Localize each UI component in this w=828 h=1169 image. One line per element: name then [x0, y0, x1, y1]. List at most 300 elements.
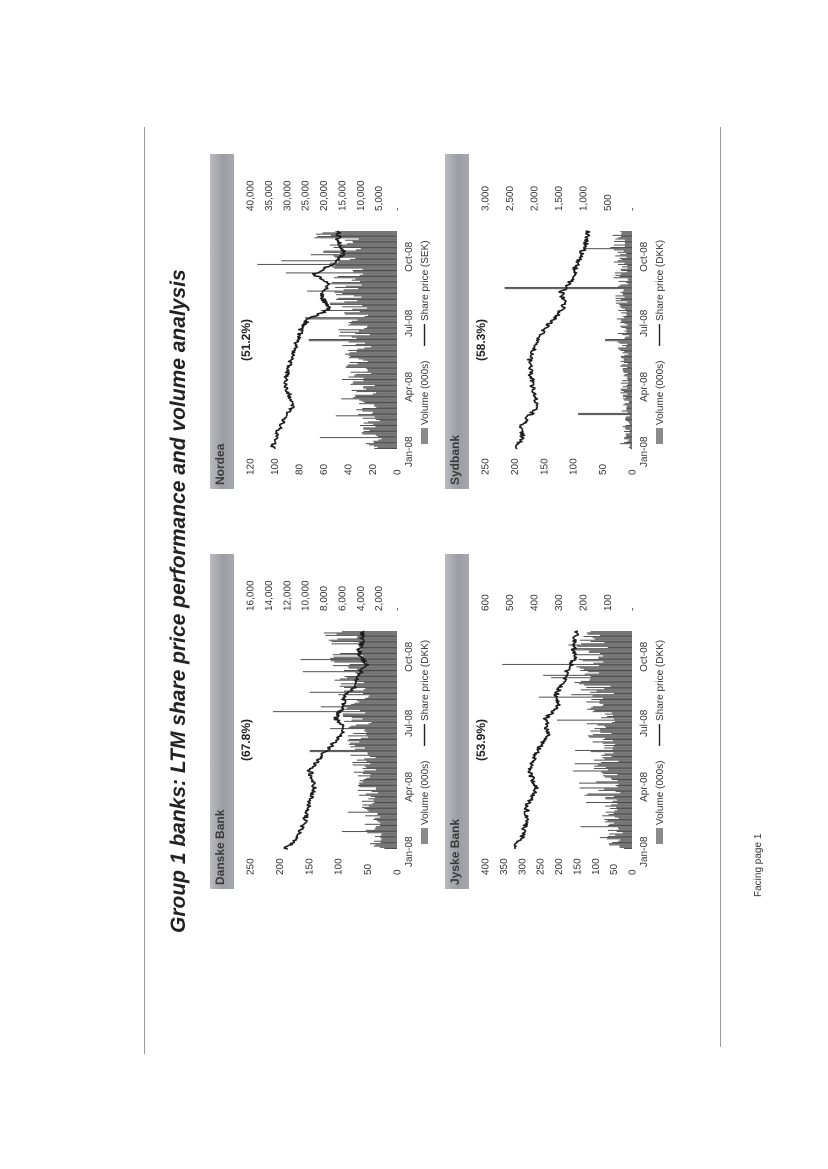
volume-bar — [622, 410, 632, 411]
volume-bar — [614, 796, 632, 797]
volume-bar — [591, 699, 632, 700]
volume-bar — [620, 443, 632, 444]
volume-bar — [351, 726, 397, 727]
right-axis-tick-label: 8,000 — [319, 585, 330, 611]
volume-bar — [370, 774, 397, 775]
volume-bar — [626, 397, 632, 398]
volume-bar — [578, 413, 632, 414]
performance-label: (53.9%) — [474, 718, 488, 762]
volume-bar — [315, 237, 397, 238]
volume-bar — [628, 283, 632, 284]
volume-bar — [373, 412, 397, 413]
volume-bar — [357, 320, 397, 321]
volume-bar — [627, 332, 632, 333]
volume-bar — [616, 300, 632, 301]
volume-bar — [359, 701, 397, 702]
volume-bar — [618, 252, 632, 253]
volume-bar — [364, 348, 397, 349]
volume-bar — [605, 745, 632, 746]
volume-bar — [625, 243, 632, 244]
volume-bar — [627, 441, 632, 442]
volume-bar — [353, 762, 397, 763]
volume-bar — [378, 447, 397, 448]
volume-bar — [381, 840, 397, 841]
volume-bar — [348, 325, 397, 326]
volume-bar — [359, 784, 397, 785]
volume-bar — [630, 430, 632, 431]
volume-bar — [377, 820, 397, 821]
volume-bar — [627, 257, 632, 258]
volume-bar — [624, 263, 632, 264]
volume-bar — [370, 756, 397, 757]
volume-bar — [363, 418, 397, 419]
volume-bar — [621, 234, 632, 235]
volume-bar — [612, 756, 632, 757]
volume-bar — [627, 265, 632, 266]
volume-bar — [357, 685, 397, 686]
volume-bar — [338, 246, 397, 247]
volume-bar — [380, 823, 397, 824]
volume-bar — [593, 706, 632, 707]
volume-bar — [580, 787, 632, 788]
x-axis-tick-label: Jul-08 — [639, 709, 650, 737]
volume-bar — [356, 344, 397, 345]
performance-label: (51.2%) — [239, 318, 253, 362]
right-axis-tick-label: 1,000 — [578, 185, 590, 211]
volume-bar — [604, 726, 632, 727]
volume-bar — [611, 804, 632, 805]
left-axis-tick-label: 100 — [333, 858, 345, 875]
volume-bar — [627, 271, 632, 272]
volume-bar — [362, 401, 397, 402]
volume-bar — [359, 795, 397, 796]
volume-bar — [384, 848, 397, 849]
volume-bar — [624, 438, 632, 439]
volume-bar — [364, 689, 397, 690]
volume-bar — [622, 232, 632, 233]
volume-bar — [350, 352, 397, 353]
volume-bar — [589, 737, 632, 738]
volume-bar — [626, 409, 632, 410]
volume-bar — [585, 795, 632, 796]
volume-bar — [588, 794, 632, 795]
volume-bar — [340, 332, 397, 333]
volume-bar — [620, 366, 632, 367]
volume-bar — [355, 333, 397, 334]
volume-bar — [336, 415, 397, 416]
volume-bar — [630, 432, 632, 433]
volume-bar — [618, 286, 632, 287]
volume-bar — [374, 446, 397, 447]
volume-bar — [581, 681, 632, 682]
volume-bar — [583, 636, 632, 637]
left-axis-tick-label: 0 — [392, 869, 404, 875]
chart-svg-jyske-bank — [445, 554, 680, 889]
volume-bar — [605, 738, 632, 739]
volume-bar — [625, 309, 632, 310]
right-axis-tick-label: 12,000 — [282, 580, 294, 611]
volume-bar — [366, 389, 397, 390]
legend-volume-label: Volume (000s) — [420, 360, 431, 425]
share-price-line — [516, 231, 590, 449]
volume-bar — [356, 338, 397, 339]
volume-bar — [605, 777, 632, 778]
volume-bar — [604, 688, 632, 689]
volume-bar — [543, 675, 632, 676]
volume-bar — [627, 301, 632, 302]
volume-bar — [362, 718, 397, 719]
right-axis-tick-label: 300 — [554, 594, 565, 611]
volume-bar — [355, 278, 397, 279]
volume-bar — [351, 323, 397, 324]
volume-bar — [273, 711, 397, 712]
volume-bar — [623, 396, 632, 397]
left-axis-tick-label: 150 — [304, 858, 316, 875]
right-axis-tick-label: 4,000 — [355, 585, 367, 611]
volume-bar — [354, 295, 397, 296]
volume-bar — [626, 407, 632, 408]
volume-bar — [375, 844, 397, 845]
volume-bar — [568, 645, 632, 646]
volume-bar — [360, 651, 397, 652]
volume-bar — [353, 271, 397, 272]
volume-bar — [624, 355, 632, 356]
volume-bar — [365, 316, 397, 317]
volume-bar — [539, 697, 632, 698]
volume-bar — [613, 752, 632, 753]
volume-bar — [623, 352, 632, 353]
volume-bar — [360, 675, 397, 676]
volume-bar — [624, 848, 632, 849]
volume-bar — [618, 260, 632, 261]
volume-bar — [607, 716, 632, 717]
volume-bar — [346, 367, 397, 368]
volume-bar — [357, 391, 397, 392]
volume-bar — [616, 785, 632, 786]
volume-bar — [368, 798, 397, 799]
volume-bar — [587, 632, 632, 633]
left-axis-tick-label: 50 — [609, 863, 621, 875]
volume-bar — [347, 708, 397, 709]
volume-bar — [334, 268, 397, 269]
volume-bar — [621, 321, 632, 322]
volume-bar — [371, 722, 397, 723]
left-axis-tick-label: 50 — [598, 463, 610, 475]
volume-bar — [601, 762, 632, 763]
volume-bar — [369, 806, 397, 807]
volume-bar — [623, 316, 632, 317]
volume-bar — [364, 682, 397, 683]
volume-bar — [629, 440, 632, 441]
volume-bar — [621, 392, 632, 393]
volume-bar — [329, 283, 397, 284]
volume-bar — [605, 339, 632, 340]
volume-bar — [604, 819, 632, 820]
volume-bar — [578, 414, 632, 415]
volume-bar — [627, 329, 632, 330]
volume-bar — [366, 761, 397, 762]
volume-bar — [373, 441, 397, 442]
volume-bar — [347, 243, 397, 244]
volume-bar — [358, 775, 397, 776]
volume-bar — [375, 417, 397, 418]
volume-bar — [305, 318, 397, 319]
volume-bar — [301, 659, 397, 660]
volume-bar — [361, 645, 397, 646]
volume-bar — [627, 406, 632, 407]
volume-bar — [602, 757, 632, 758]
volume-bar — [627, 344, 632, 345]
volume-bar — [352, 720, 397, 721]
volume-bar — [367, 326, 397, 327]
volume-bar — [624, 297, 632, 298]
volume-bar — [377, 814, 397, 815]
volume-bar — [366, 794, 397, 795]
volume-bar — [354, 375, 397, 376]
volume-bar — [624, 400, 632, 401]
volume-bar — [620, 847, 632, 848]
volume-bar — [594, 710, 632, 711]
volume-bar — [337, 634, 397, 635]
right-axis-tick-label: 500 — [603, 194, 614, 211]
volume-bar — [338, 694, 397, 695]
volume-bar — [382, 838, 397, 839]
volume-bar — [622, 380, 632, 381]
volume-bar — [607, 820, 632, 821]
volume-bar — [620, 254, 632, 255]
left-axis-tick-label: 40 — [343, 463, 355, 475]
volume-bar — [350, 743, 397, 744]
volume-bar — [604, 748, 632, 749]
left-axis-tick-label: 20 — [368, 463, 379, 475]
volume-bar — [362, 408, 397, 409]
volume-bar — [593, 711, 632, 712]
volume-bar — [342, 293, 397, 294]
volume-bar — [372, 413, 397, 414]
volume-bar — [591, 731, 632, 732]
volume-bar — [380, 847, 397, 848]
volume-bar — [357, 760, 397, 761]
volume-bar — [364, 431, 397, 432]
volume-bar — [340, 653, 397, 654]
left-axis-tick-label: 200 — [554, 858, 565, 875]
volume-bar — [366, 443, 397, 444]
volume-bar — [623, 386, 632, 387]
volume-bar — [357, 669, 397, 670]
volume-bar — [603, 739, 632, 740]
chart-svg-nordea — [210, 154, 445, 489]
volume-bar — [374, 448, 397, 449]
right-axis-tick-label: 400 — [529, 594, 541, 611]
volume-bar — [363, 380, 397, 381]
chart-bank-name: Nordea — [213, 443, 227, 485]
volume-bar — [367, 327, 397, 328]
volume-bar — [362, 801, 397, 802]
volume-bar — [363, 781, 397, 782]
volume-bar — [618, 348, 632, 349]
right-axis-tick-label: 2,500 — [505, 185, 516, 211]
volume-bar — [371, 796, 397, 797]
volume-bar — [610, 247, 632, 248]
volume-bar — [372, 791, 397, 792]
volume-bar — [626, 282, 632, 283]
volume-bar — [350, 755, 397, 756]
volume-bar — [358, 414, 397, 415]
volume-bar — [620, 305, 632, 306]
volume-bar — [622, 308, 632, 309]
volume-bar — [359, 403, 397, 404]
volume-bar — [364, 771, 397, 772]
volume-bar — [621, 350, 632, 351]
volume-bar — [575, 750, 632, 751]
volume-bar — [303, 671, 397, 672]
volume-bar — [505, 287, 632, 288]
right-axis-tick-label: 14,000 — [263, 580, 275, 611]
volume-bar — [356, 249, 397, 250]
volume-bar — [579, 683, 632, 684]
volume-bar — [348, 355, 397, 356]
volume-bar — [610, 808, 632, 809]
volume-bar — [624, 289, 632, 290]
volume-bar — [594, 766, 632, 767]
volume-bar — [374, 802, 397, 803]
x-axis-tick-label: Apr-08 — [639, 771, 650, 802]
volume-bar — [381, 842, 397, 843]
volume-bar — [353, 381, 397, 382]
footnote: Facing page 1 — [753, 833, 764, 897]
volume-bar — [628, 384, 632, 385]
volume-bar — [344, 301, 397, 302]
volume-bar — [337, 639, 397, 640]
volume-bar — [602, 815, 632, 816]
volume-bar — [619, 304, 632, 305]
legend-volume-label: Volume (000s) — [655, 760, 666, 825]
volume-bar — [601, 717, 632, 718]
chart-panel-sydbank — [445, 154, 680, 489]
volume-bar — [613, 801, 632, 802]
volume-bar — [369, 723, 397, 724]
volume-bar — [594, 768, 632, 769]
volume-bar — [611, 733, 632, 734]
volume-bar — [622, 266, 632, 267]
volume-bar — [619, 829, 632, 830]
volume-bar — [378, 792, 397, 793]
volume-bar — [614, 693, 632, 694]
volume-bar — [628, 373, 632, 374]
volume-bar — [630, 415, 632, 416]
volume-bar — [364, 328, 397, 329]
legend-price-label: Share price (DKK) — [420, 639, 431, 721]
x-axis-tick-label: Apr-08 — [639, 371, 650, 402]
right-axis-tick-label: 10,000 — [300, 580, 312, 611]
volume-bar — [371, 346, 397, 347]
volume-bar — [352, 337, 397, 338]
volume-bar — [330, 263, 397, 264]
volume-bar — [368, 315, 397, 316]
volume-bar — [613, 813, 632, 814]
volume-bar — [607, 838, 632, 839]
volume-bar — [618, 237, 632, 238]
x-axis-tick-label: Oct-08 — [404, 241, 415, 272]
volume-bar — [323, 252, 397, 253]
volume-bar — [361, 297, 397, 298]
volume-bar — [596, 781, 632, 782]
volume-bar — [574, 648, 632, 649]
volume-bar — [375, 829, 397, 830]
right-axis-tick-label: 2,000 — [374, 585, 386, 611]
volume-bar — [603, 775, 632, 776]
volume-bar — [359, 331, 397, 332]
volume-bar — [346, 366, 397, 367]
volume-bar — [367, 809, 397, 810]
x-axis-tick-label: Apr-08 — [404, 371, 415, 402]
volume-bar — [572, 649, 632, 650]
volume-bar — [349, 377, 397, 378]
volume-bar — [376, 419, 397, 420]
volume-bar — [356, 725, 397, 726]
volume-bar — [606, 767, 632, 768]
right-axis-tick-label: 20,000 — [319, 180, 330, 211]
left-axis-tick-label: 100 — [590, 858, 602, 875]
volume-bar — [599, 658, 632, 659]
volume-bar — [591, 751, 632, 752]
volume-bar — [365, 343, 397, 344]
volume-bar — [614, 241, 632, 242]
volume-bar — [612, 722, 632, 723]
volume-bar — [352, 321, 397, 322]
volume-bar — [627, 325, 632, 326]
volume-bar — [316, 234, 397, 235]
volume-bar — [615, 721, 632, 722]
volume-bar — [625, 338, 633, 339]
volume-bar — [628, 379, 632, 380]
volume-bar — [355, 258, 397, 259]
volume-bar — [366, 368, 397, 369]
right-axis-tick-label: 5,000 — [374, 185, 386, 211]
right-axis-tick-label: - — [627, 607, 639, 611]
volume-bar — [362, 305, 397, 306]
volume-bar — [620, 276, 632, 277]
volume-bar — [363, 427, 397, 428]
volume-bar — [615, 295, 632, 296]
volume-bar — [624, 391, 632, 392]
volume-bar — [591, 676, 632, 677]
volume-bar — [599, 665, 632, 666]
volume-bar — [614, 245, 632, 246]
volume-bar — [594, 728, 632, 729]
volume-bar — [321, 310, 397, 311]
volume-bar — [363, 804, 397, 805]
volume-bar — [335, 257, 397, 258]
left-axis-tick-label: 200 — [274, 858, 286, 875]
volume-bar — [623, 404, 632, 405]
volume-bars — [273, 631, 397, 849]
volume-bar — [625, 419, 632, 420]
chart-svg-sydbank — [445, 154, 680, 489]
volume-bar — [623, 293, 632, 294]
volume-bar — [344, 312, 397, 313]
volume-bar — [354, 703, 397, 704]
volume-bar — [613, 235, 632, 236]
volume-bar — [351, 372, 397, 373]
volume-bar — [613, 749, 632, 750]
volume-bar — [611, 778, 632, 779]
volume-bar — [359, 400, 397, 401]
volume-bar — [591, 708, 632, 709]
chart-panel-nordea — [210, 154, 445, 489]
volume-bar — [349, 668, 397, 669]
right-axis-tick-label: 15,000 — [337, 180, 349, 211]
